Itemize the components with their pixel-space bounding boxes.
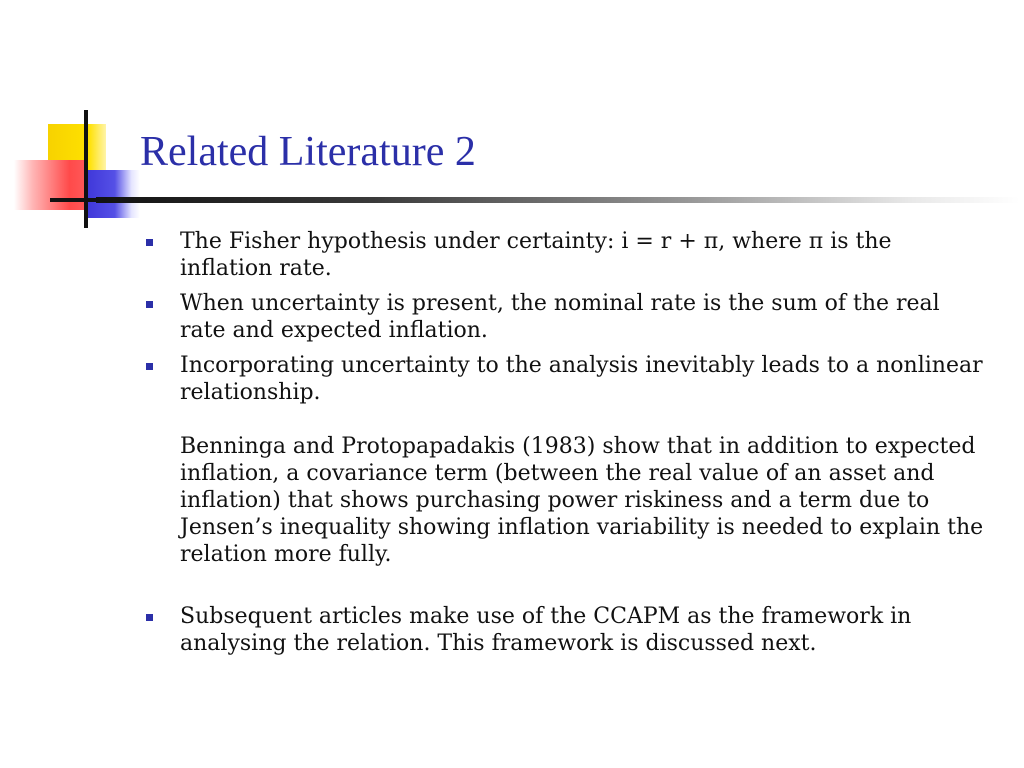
bullet-item-3	[180, 352, 990, 568]
bullet-text: When uncertainty is present, the nominal rate is the sum of the real rate and expected inflation.	[180, 291, 940, 343]
bullet-text: Subsequent articles make use of the CCAPM as the framework in analysing the relation. This framework is discussed next.	[180, 604, 912, 656]
bullet-item-4	[180, 603, 990, 657]
logo-vertical-line	[84, 110, 88, 228]
logo-red-square	[14, 160, 88, 210]
title-underline	[96, 197, 1020, 203]
logo-horizontal-line	[50, 198, 96, 202]
bullet-item-1	[180, 228, 990, 282]
bullet-sub-paragraph: Benninga and Protopapadakis (1983) show that in addition to expected inflation, a covariance term (between the real value of an asset and inflation) that shows purchasing power riskiness and a term due to Jensen’s inequality showing inflation variability is needed to explain the relation more fully.	[180, 434, 984, 567]
bullet-text: Incorporating uncertainty to the analysis inevitably leads to a nonlinear relationship.	[180, 353, 983, 405]
bullet-list	[180, 228, 990, 665]
slide-title: Related Literature 2	[140, 129, 476, 175]
logo-blue-square	[84, 170, 140, 218]
bullet-item-2	[180, 290, 990, 344]
bullet-text: The Fisher hypothesis under certainty: i = r + π, where π is the inflation rate.	[180, 229, 892, 281]
